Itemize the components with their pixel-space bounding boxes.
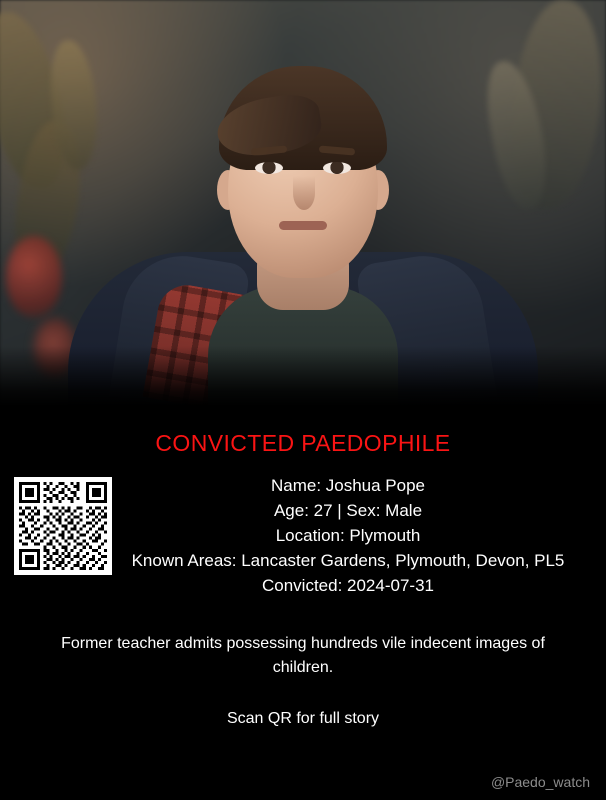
nose (293, 176, 315, 210)
info-panel (0, 406, 606, 800)
offender-details (104, 473, 592, 598)
eye-left (255, 162, 283, 174)
detail-age-sex: Age: 27 | Sex: Male (273, 501, 423, 520)
case-summary: Former teacher admits possessing hundreds vile indecent images of children. (61, 635, 545, 676)
scan-note: Scan QR for full story (226, 710, 380, 727)
qr-code-icon[interactable] (14, 477, 112, 575)
qr-code-svg (19, 482, 107, 570)
details-row (0, 473, 606, 598)
photo-fade-overlay (0, 346, 606, 406)
detail-convicted: Convicted: 2024-07-31 (261, 576, 434, 595)
detail-known-areas: Known Areas: Lancaster Gardens, Plymouth, Devon, PL5 (131, 551, 565, 570)
headline: CONVICTED PAEDOPHILE (155, 430, 451, 456)
detail-location: Location: Plymouth (275, 526, 421, 545)
detail-name: Name: Joshua Pope (270, 476, 426, 495)
eye-right (323, 162, 351, 174)
mouth (279, 221, 327, 230)
account-handle: @Paedo_watch (490, 774, 590, 790)
